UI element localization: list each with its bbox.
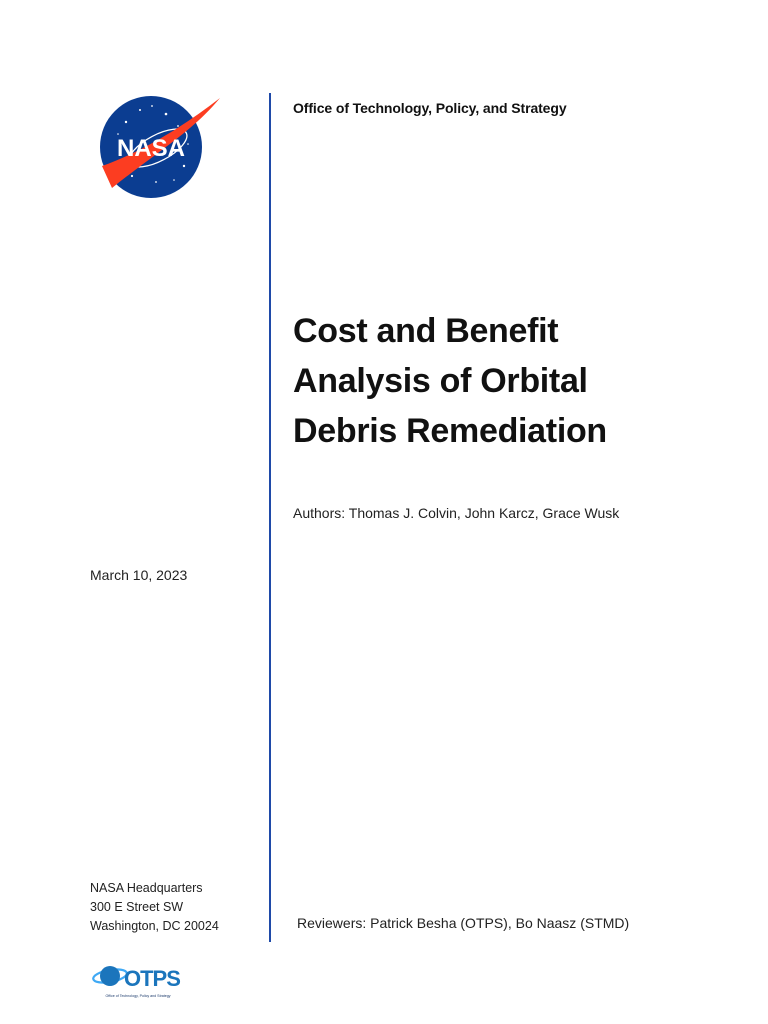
- otps-logo-tagline: Office of Technology, Policy and Strategy: [105, 994, 171, 998]
- authors-line: Authors: Thomas J. Colvin, John Karcz, Grace Wusk: [293, 505, 620, 521]
- report-date: March 10, 2023: [90, 567, 188, 583]
- report-title-line: Analysis of Orbital: [293, 362, 588, 400]
- address-line: NASA Headquarters: [90, 881, 203, 895]
- address-block: [90, 879, 219, 936]
- otps-logo: [90, 960, 186, 1002]
- report-title-line: Debris Remediation: [293, 412, 607, 450]
- report-title-line: Cost and Benefit: [293, 312, 559, 350]
- otps-logo-globe: [100, 966, 120, 986]
- otps-logo-wordmark: OTPS: [124, 966, 180, 991]
- office-heading: Office of Technology, Policy, and Strategy: [293, 100, 567, 116]
- address-line: Washington, DC 20024: [90, 919, 219, 933]
- reviewers-line: Reviewers: Patrick Besha (OTPS), Bo Naasz (STMD): [297, 915, 630, 931]
- vertical-divider: [269, 93, 271, 942]
- address-line: 300 E Street SW: [90, 900, 184, 914]
- report-title: [293, 306, 733, 456]
- nasa-logo-wordmark: NASA: [116, 135, 186, 162]
- nasa-logo: [96, 92, 222, 202]
